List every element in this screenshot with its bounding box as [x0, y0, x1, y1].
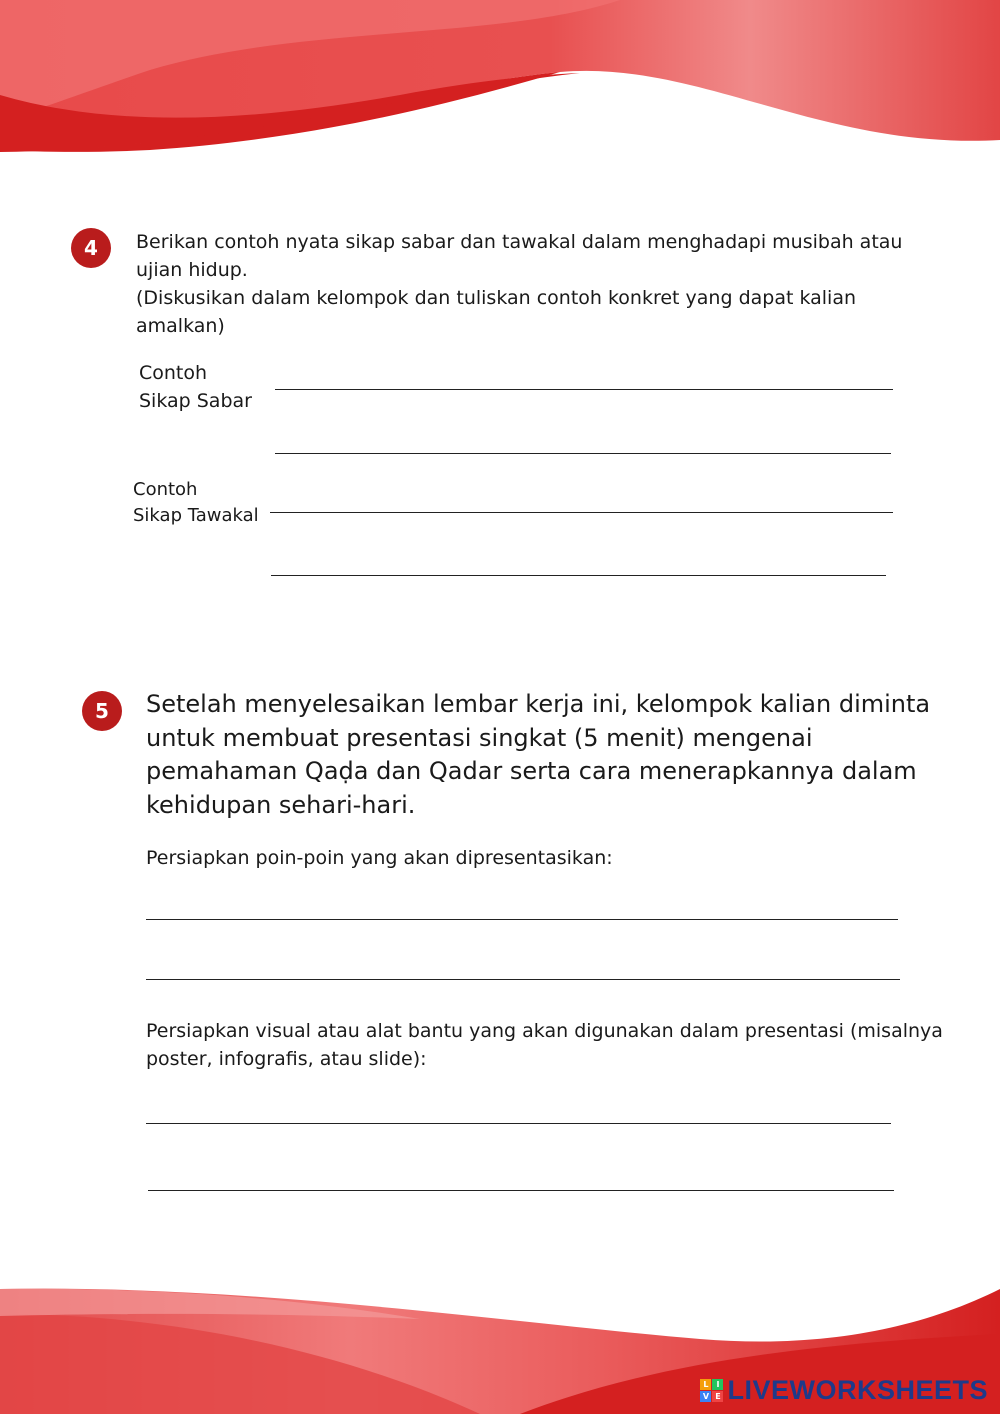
- question-number-badge: [82, 691, 122, 731]
- answer-line-sabar-1[interactable]: [275, 389, 893, 390]
- question-number: 5: [95, 699, 109, 723]
- answer-line-points-2[interactable]: [146, 979, 900, 980]
- logo-letter: L: [700, 1379, 711, 1390]
- question-number-badge: [71, 228, 111, 268]
- question-number: 4: [84, 236, 98, 260]
- label-sabar-line1: Contoh: [139, 362, 208, 384]
- question-4-note: (Diskusikan dalam kelompok dan tuliskan contoh konkret yang dapat kalian amalkan): [136, 287, 857, 337]
- label-tawakal: [133, 477, 259, 529]
- answer-line-tawakal-1[interactable]: [270, 512, 893, 513]
- label-sabar: [139, 359, 252, 415]
- question-4-text: [136, 228, 936, 340]
- label-tawakal-line2: Sikap Tawakal: [133, 505, 259, 526]
- question-4-instruction: Berikan contoh nyata sikap sabar dan tawakal dalam menghadapi musibah atau ujian hidup.: [136, 231, 903, 281]
- answer-line-points-1[interactable]: [146, 919, 898, 920]
- question-5-subprompt-visual: Persiapkan visual atau alat bantu yang akan digunakan dalam presentasi (misalnya poster, infografis, atau slide):: [146, 1020, 943, 1070]
- answer-line-visual-2[interactable]: [148, 1190, 894, 1191]
- label-sabar-line2: Sikap Sabar: [139, 390, 252, 412]
- question-5-text: Setelah menyelesaikan lembar kerja ini, kelompok kalian diminta untuk membuat presentasi singkat (5 menit) mengenai pemahaman Qaḍa dan Qadar serta cara menerapkannya dalam kehidupan sehari-hari.: [146, 690, 931, 819]
- liveworksheets-wordmark: LIVEWORKSHEETS: [727, 1375, 988, 1405]
- question-5-subprompt-points: Persiapkan poin-poin yang akan dipresentasikan:: [146, 847, 613, 869]
- answer-line-sabar-2[interactable]: [275, 453, 891, 454]
- answer-line-visual-1[interactable]: [146, 1123, 891, 1124]
- logo-letter: V: [700, 1391, 711, 1402]
- answer-line-tawakal-2[interactable]: [271, 575, 886, 576]
- logo-letter: E: [712, 1391, 723, 1402]
- liveworksheets-brand[interactable]: [700, 1375, 988, 1406]
- liveworksheets-logo-icon: [700, 1379, 723, 1402]
- logo-letter: I: [712, 1379, 723, 1390]
- top-wave-decoration: [0, 0, 1000, 160]
- label-tawakal-line1: Contoh: [133, 479, 198, 500]
